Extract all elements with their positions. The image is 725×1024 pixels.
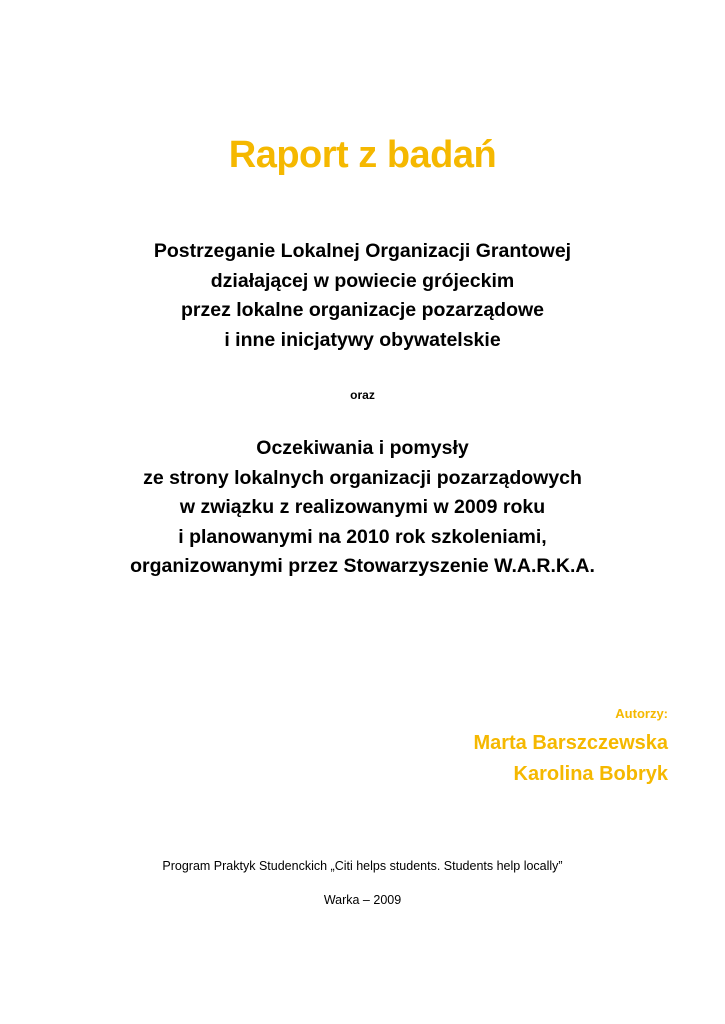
subtitle-line: przez lokalne organizacje pozarządowe	[180, 299, 545, 321]
author-name: Karolina Bobryk	[513, 763, 668, 785]
expectations-line: w związku z realizowanymi w 2009 roku	[179, 496, 546, 518]
report-title: Raport z badań	[228, 134, 497, 176]
expectations-line: Oczekiwania i pomysły	[256, 437, 469, 459]
authors-label: Autorzy:	[615, 706, 668, 721]
place-date: Warka – 2009	[323, 893, 402, 907]
report-subtitle	[0, 237, 725, 355]
expectations-line: ze strony lokalnych organizacji pozarządowych	[143, 466, 582, 489]
expectations-heading	[0, 434, 725, 582]
conjunction-text: oraz	[350, 388, 375, 402]
subtitle-line: Postrzeganie Lokalnej Organizacji Grantowej	[153, 240, 572, 262]
program-line: Program Praktyk Studenckich „Citi helps students. Students help locally”	[162, 859, 563, 873]
authors-block	[473, 704, 668, 790]
expectations-line: i planowanymi na 2010 rok szkoleniami,	[178, 525, 547, 548]
subtitle-line: działającej w powiecie grójeckim	[210, 269, 515, 292]
expectations-line: organizowanymi przez Stowarzyszenie W.A.R.K.A.	[130, 555, 595, 577]
subtitle-line: i inne inicjatywy obywatelskie	[224, 328, 501, 351]
author-name: Marta Barszczewska	[473, 732, 668, 754]
